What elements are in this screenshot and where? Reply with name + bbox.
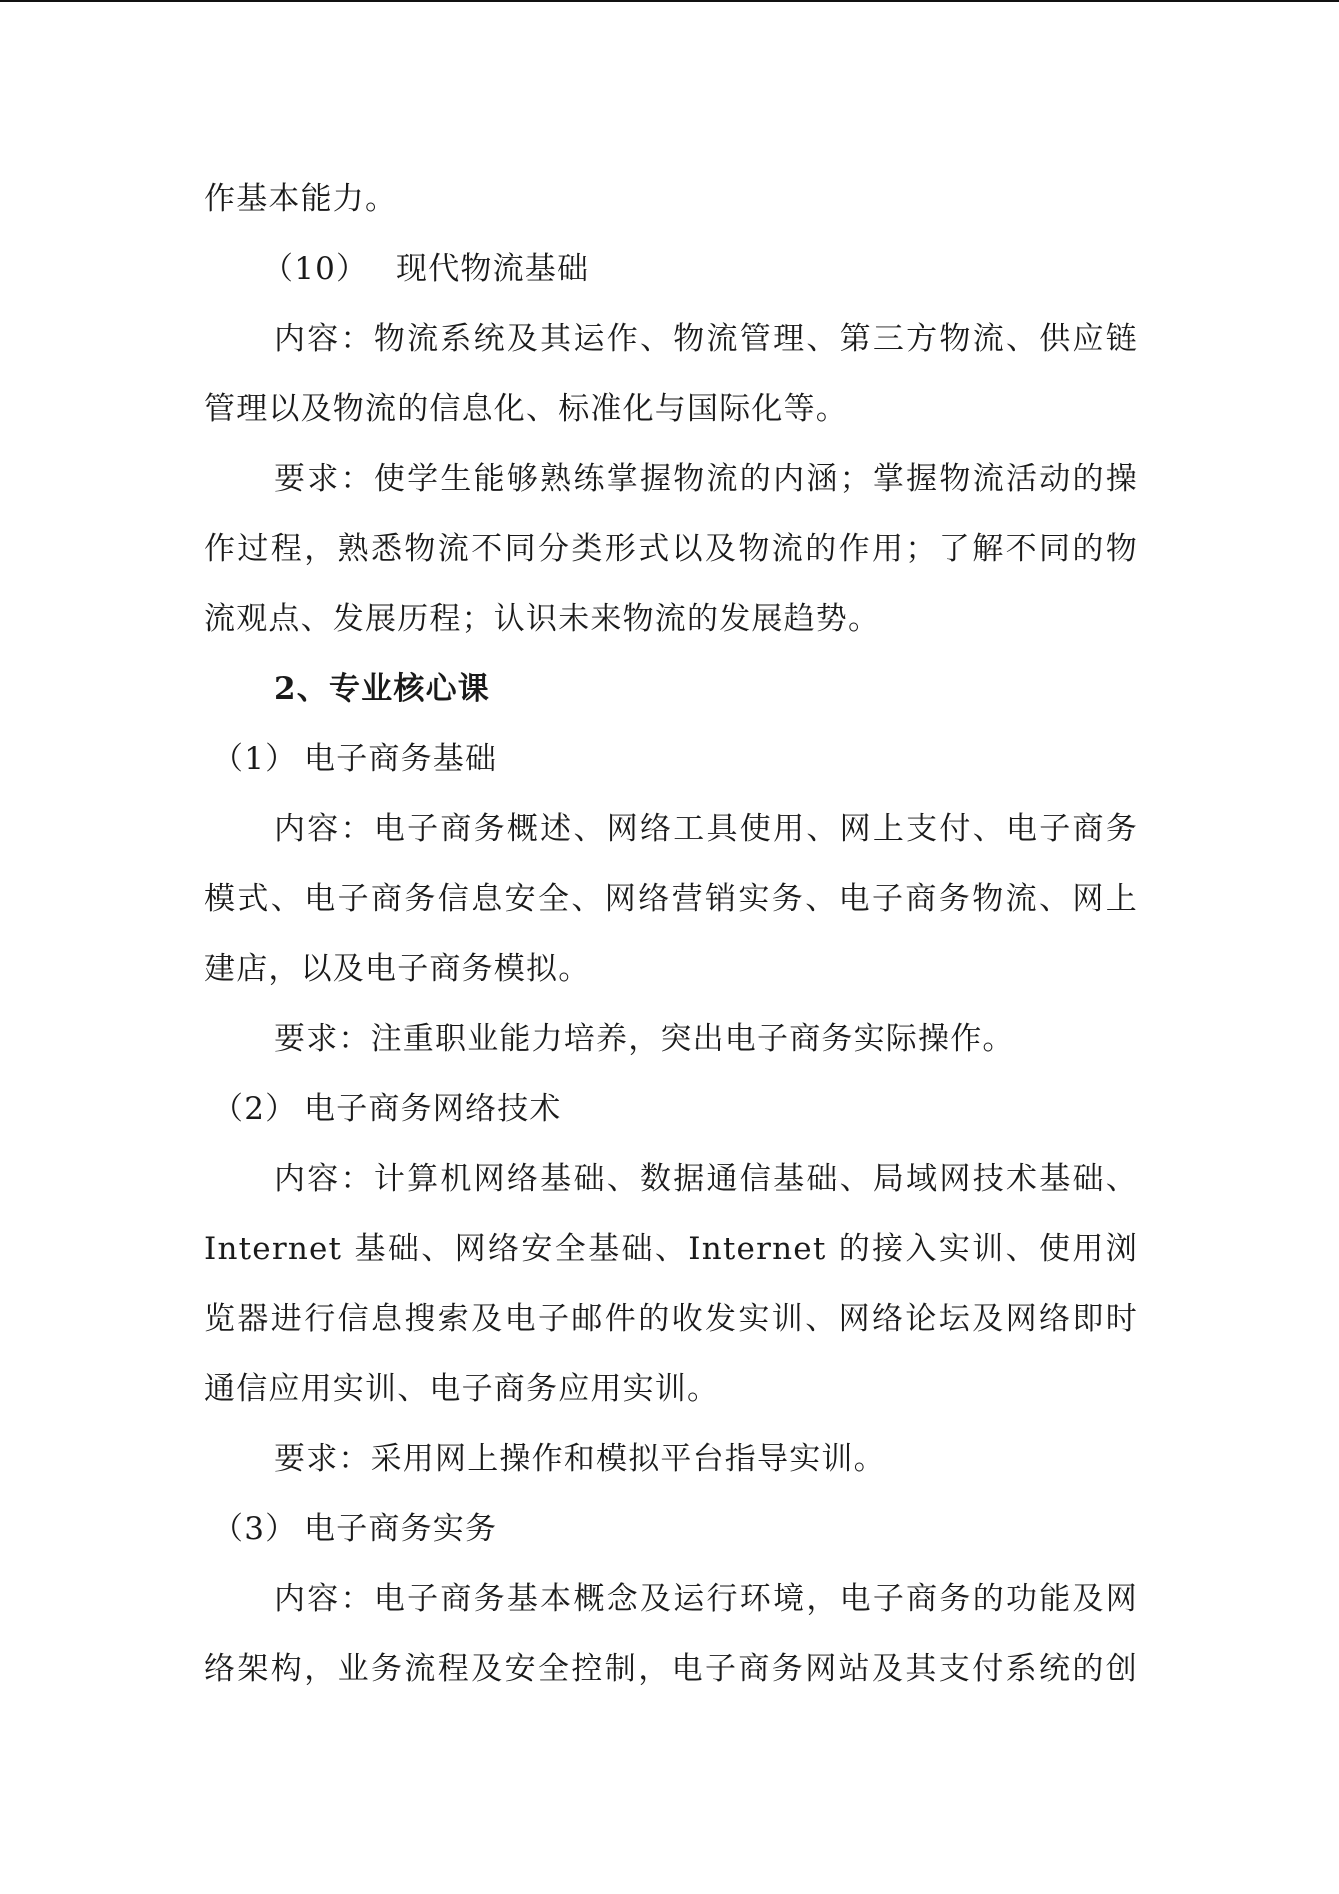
paragraph-line: 览器进行信息搜索及电子邮件的收发实训、网络论坛及网络即时 — [204, 1301, 1138, 1337]
paragraph-line: 内容：物流系统及其运作、物流管理、第三方物流、供应链 — [274, 321, 1138, 357]
section-heading-1 — [204, 724, 1138, 794]
section-title: 电子商务网络技术 — [304, 1091, 562, 1127]
paragraph-line: 要求：采用网上操作和模拟平台指导实训。 — [274, 1441, 886, 1477]
section-heading-2 — [204, 1074, 1138, 1144]
section-title: 电子商务实务 — [304, 1511, 498, 1547]
paragraph-line: 络架构，业务流程及安全控制，电子商务网站及其支付系统的创 — [204, 1651, 1138, 1687]
section-number: （3） — [212, 1511, 298, 1547]
document-body — [204, 164, 1138, 1704]
section-number: （10） — [262, 251, 369, 287]
page-top-border — [0, 0, 1339, 2]
section-heading-3 — [204, 1494, 1138, 1564]
paragraph-line: 管理以及物流的信息化、标准化与国际化等。 — [204, 391, 848, 427]
paragraph-line: 模式、电子商务信息安全、网络营销实务、电子商务物流、网上 — [204, 881, 1138, 917]
paragraph-line: 内容：计算机网络基础、数据通信基础、局域网技术基础、 — [274, 1161, 1138, 1197]
section-title: 电子商务基础 — [304, 741, 498, 777]
section-heading-10 — [204, 234, 1138, 304]
section-number: （2） — [212, 1091, 298, 1127]
paragraph-line: 作基本能力。 — [204, 181, 398, 217]
paragraph-line: 作过程，熟悉物流不同分类形式以及物流的作用；了解不同的物 — [204, 531, 1138, 567]
section-title: 现代物流基础 — [396, 251, 590, 287]
paragraph-line: 要求：使学生能够熟练掌握物流的内涵；掌握物流活动的操 — [274, 461, 1138, 497]
paragraph-line: 流观点、发展历程；认识未来物流的发展趋势。 — [204, 601, 881, 637]
subsection-heading: 2、专业核心课 — [274, 671, 490, 707]
paragraph-line: Internet 基础、网络安全基础、Internet 的接入实训、使用浏 — [204, 1231, 1138, 1267]
section-number: （1） — [212, 741, 298, 777]
paragraph-line: 建店，以及电子商务模拟。 — [204, 951, 591, 987]
paragraph-line: 内容：电子商务概述、网络工具使用、网上支付、电子商务 — [274, 811, 1138, 847]
paragraph-line: 内容：电子商务基本概念及运行环境，电子商务的功能及网 — [274, 1581, 1138, 1617]
paragraph-line: 通信应用实训、电子商务应用实训。 — [204, 1371, 720, 1407]
paragraph-line: 要求：注重职业能力培养，突出电子商务实际操作。 — [274, 1021, 1015, 1057]
